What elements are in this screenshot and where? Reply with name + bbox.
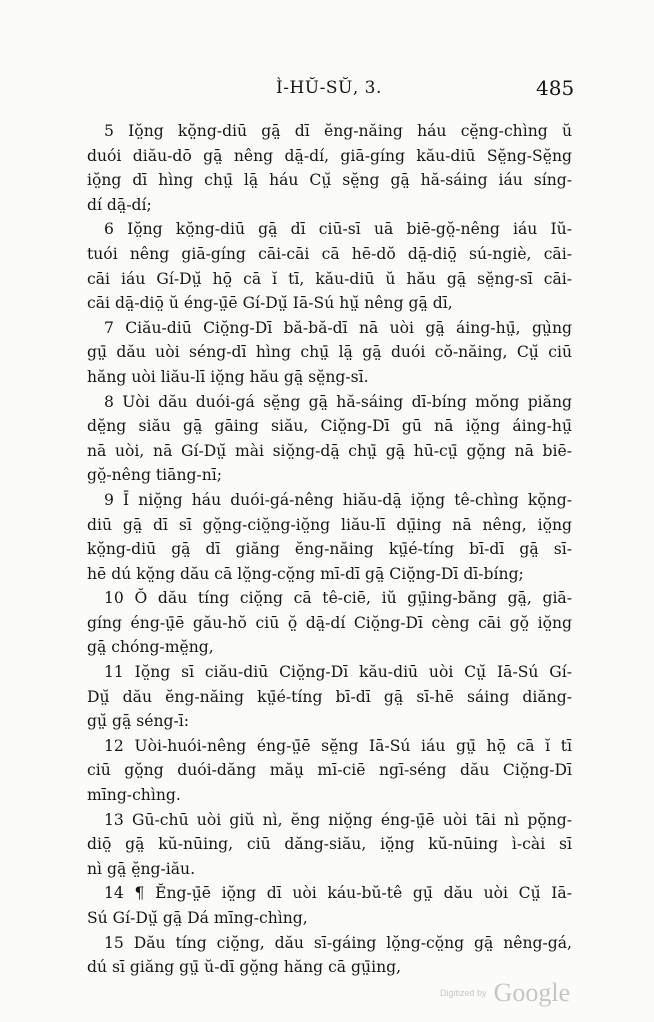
running-header-title: Ì-HŬ-SŬ, 3. xyxy=(276,78,382,98)
verse-line: mīng-chìng. xyxy=(87,786,181,805)
verse-line: 9 Ī niŏ̤ng háu duói-gá-nêng hiău-dā̤ iŏ̤ng tê-chìng kŏ̤ng- xyxy=(104,490,572,509)
verse-paragraph xyxy=(87,488,572,586)
verse-line: Dṳ̆ dău ĕng-năing kṳ̄é-tíng bī-dī gā̤ sī-hē sáing diăng- xyxy=(87,687,572,706)
verse-line: gíng éng-ṳ̄ē gău-hŏ ciū ŏ̤ dā̤-dí Ciŏ̤ng-Dī cèng cāi gŏ̤ iŏ̤ng xyxy=(87,613,572,632)
google-digitized-watermark xyxy=(440,978,570,1008)
verse-line: 11 Iŏ̤ng sī ciău-diū Ciŏ̤ng-Dī kău-diū uòi Cṳ̆ Iā-Sú Gí- xyxy=(104,663,572,682)
verse-line: hăng uòi liău-lī iŏ̤ng hău gā̤ sĕ̤ng-sī. xyxy=(87,367,369,386)
verse-line: 7 Ciău-diū Ciŏ̤ng-Dī bă-bă-dī nā uòi gā̤ áing-hṳ̄, gṳ̀ng xyxy=(104,318,572,337)
verse-paragraph xyxy=(87,586,572,660)
verse-line: cāi dā̤-diō̤ ŭ éng-ṳ̄ē Gí-Dṳ̆ Iā-Sú hṳ̆ nêng gā̤ dī, xyxy=(87,294,453,313)
page-header xyxy=(0,76,654,106)
verse-line: kŏ̤ng-diū gā̤ dī giăng ĕng-năing kṳ̄é-tíng bī-dī gā̤ sī- xyxy=(87,540,572,559)
verse-line: 12 Uòi-huói-nêng éng-ṳ̄ē sĕ̤ng Iā-Sú iáu gṳ̄ hō̤ cā ĭ tī xyxy=(104,736,572,755)
verse-line: nì gā̤ ĕ̤ng-iău. xyxy=(87,859,196,878)
verse-line: duói diău-dō gā̤ nêng dā̤-dí, giā-gíng kău-diū Sĕ̤ng-Sĕ̤ng xyxy=(87,146,572,165)
verse-line: gṳ̄ dău uòi séng-dī hìng chṳ̄ lā̤ gā̤ duói cŏ-năing, Cṳ̆ ciū xyxy=(87,343,572,362)
verse-paragraph xyxy=(87,931,572,980)
verse-line: dí dā̤-dí; xyxy=(87,195,152,214)
verse-line: 5 Iŏ̤ng kŏ̤ng-diū gā̤ dī ĕng-năing háu cĕ̤ng-chìng ŭ xyxy=(104,122,572,140)
verse-line: iŏ̤ng dī hìng chṳ̄ lā̤ háu Cṳ̆ sĕ̤ng gā̤ hă-sáing iáu síng- xyxy=(87,171,572,190)
verse-paragraph xyxy=(87,217,572,315)
page-number: 485 xyxy=(536,76,575,100)
verse-paragraph xyxy=(87,808,572,882)
watermark-small-text: Digitized by xyxy=(440,988,487,998)
verse-line: 8 Uòi dău duói-gá sĕ̤ng gā̤ hă-sáing dī-bíng mŏng piăng xyxy=(104,392,572,411)
verse-line: 14 ¶ Ĕng-ṳ̄ē iŏ̤ng dī uòi káu-bŭ-tê gṳ̄ dău uòi Cṳ̆ Iā- xyxy=(104,884,572,903)
verse-line: diō̤ gā̤ kŭ-nūing, ciū dăng-siău, iŏ̤ng kŭ-nūing ì-cài sī xyxy=(87,835,572,854)
verse-paragraph xyxy=(87,734,572,808)
verse-line: 6 Iŏ̤ng kŏ̤ng-diū gā̤ dī ciū-sī uā biē-gŏ̤-nêng iáu Iŭ- xyxy=(104,220,572,239)
verse-line: tuói nêng giā-gíng cāi-cāi cā hē-dŏ dā̤-diō̤ sú-ngiè, cāi- xyxy=(87,244,572,263)
verse-paragraph xyxy=(87,660,572,734)
verse-paragraph xyxy=(87,390,572,488)
verse-line: 10 Ŏ dău tíng ciŏ̤ng cā tê-ciē, iŭ gṳ̄ing-băng gā̤, giā- xyxy=(104,589,572,608)
verse-line: dú sī giăng gṳ̄ ŭ-dī gŏ̤ng hăng cā gṳ̄ing, xyxy=(87,958,402,977)
verse-text-body xyxy=(87,119,572,980)
verse-line: diū gā̤ dī sī gŏ̤ng-ciŏ̤ng-iŏ̤ng liău-lī dṳ̄ing nā nêng, iŏ̤ng xyxy=(87,515,572,534)
watermark-google-logo: Google xyxy=(493,978,571,1007)
verse-line: hē dú kŏ̤ng dău cā lŏ̤ng-cŏ̤ng mī-dī gā̤ Ciŏ̤ng-Dī dī-bíng; xyxy=(87,564,524,583)
verse-line: cāi iáu Gí-Dṳ̆ hō̤ cā ĭ tī, kău-diū ŭ hău gā̤ sĕ̤ng-sī cāi- xyxy=(87,269,572,288)
verse-paragraph xyxy=(87,881,572,930)
verse-line: gā̤ chóng-mĕ̤ng, xyxy=(87,638,214,657)
verse-line: ciū gŏ̤ng duói-dăng măṳ mī-ciē ngī-séng dău Ciŏ̤ng-Dī xyxy=(87,761,572,780)
verse-paragraph xyxy=(87,119,572,217)
verse-paragraph xyxy=(87,316,572,390)
verse-line: dĕ̤ng siău gā̤ gāing siău, Ciŏ̤ng-Dī gū nā iŏ̤ng áing-hṳ̄ xyxy=(87,417,572,436)
verse-line: 13 Gū-chū uòi giŭ nì, ĕng niŏ̤ng éng-ṳ̄ē uòi tāi nì pŏ̤ng- xyxy=(104,810,572,829)
verse-line: Sú Gí-Dṳ̆ gā̤ Dá mīng-chìng, xyxy=(87,909,308,927)
verse-line: 15 Dău tíng ciŏ̤ng, dău sī-gáing lŏ̤ng-cŏ̤ng gā̤ nêng-gá, xyxy=(104,933,572,952)
verse-line: gŏ̤-nêng tiāng-nī; xyxy=(87,466,223,485)
verse-line: gṳ̆ gā̤ séng-ī: xyxy=(87,712,189,731)
verse-line: nā uòi, nā Gí-Dṳ̆ mài siŏ̤ng-dā̤ chṳ̄ gā̤ hū-cṳ̄ gŏ̤ng nā biē- xyxy=(87,441,572,460)
